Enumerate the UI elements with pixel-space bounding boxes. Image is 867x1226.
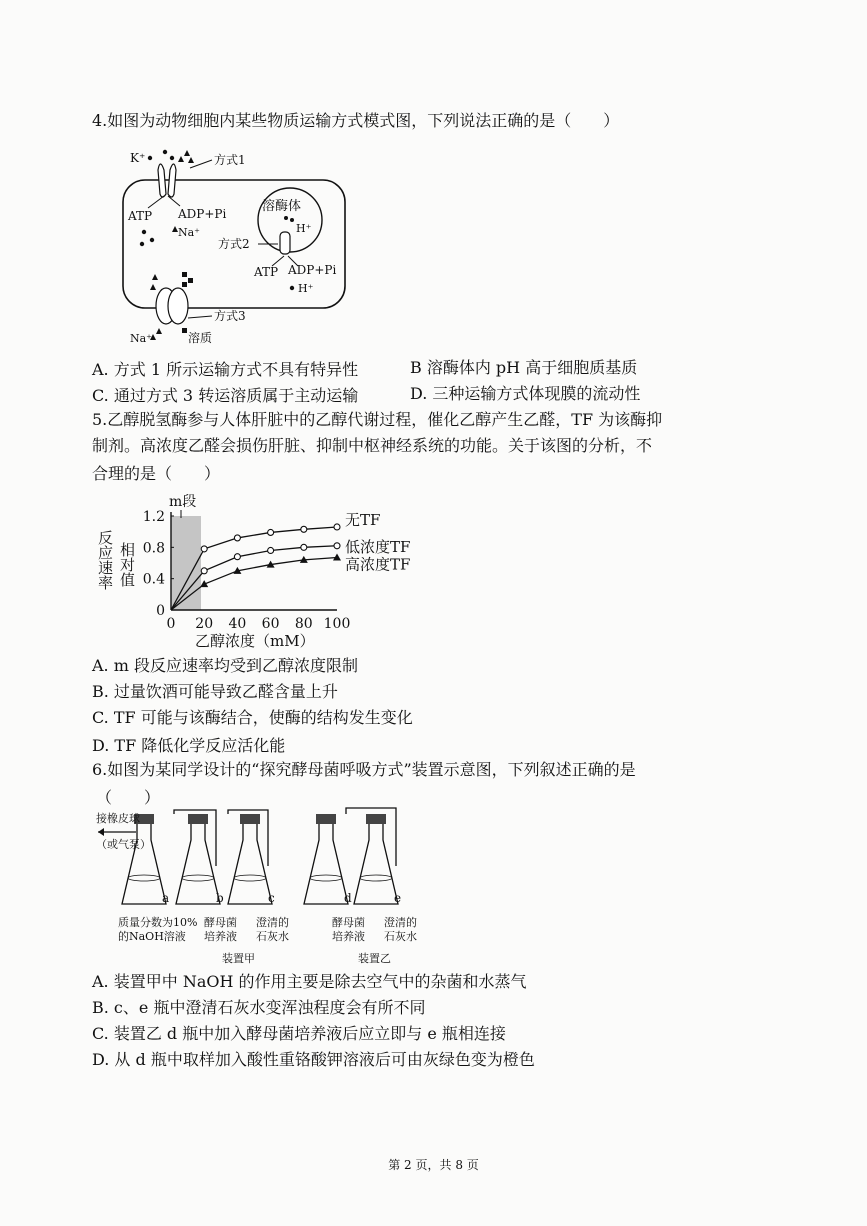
liquid-level bbox=[182, 875, 214, 881]
pump-label-1: 接橡皮球 bbox=[96, 812, 140, 825]
flask-e-letter: e bbox=[394, 891, 402, 905]
naoh-label-1: 质量分数为10% bbox=[118, 916, 198, 929]
ion-dot bbox=[284, 216, 288, 220]
liquid-level bbox=[128, 875, 160, 881]
flask-stopper bbox=[316, 814, 336, 824]
flask-body bbox=[228, 824, 272, 904]
q5-stem-line1: 5.乙醇脱氢酶参与人体肝脏中的乙醇代谢过程，催化乙醇产生乙醛，TF 为该酶抑 bbox=[92, 410, 663, 429]
q5-stem-line2: 制剂。高浓度乙醛会损伤肝脏、抑制中枢神经系统的功能。关于该图的分析，不 bbox=[92, 436, 653, 455]
y-axis-label-2: 相对值 bbox=[118, 542, 136, 587]
x-tick-label: 0 bbox=[166, 616, 176, 632]
na-triangle bbox=[184, 150, 190, 156]
na-triangle bbox=[188, 157, 194, 163]
ion-dot bbox=[163, 150, 167, 154]
atp-label-2: ATP bbox=[254, 265, 279, 279]
q4-option-b: B 溶酶体内 pH 高于细胞质基质 bbox=[410, 358, 638, 377]
flask-stopper bbox=[188, 814, 208, 824]
flask-a-letter: a bbox=[162, 891, 170, 905]
pump-label-2: （或气泵） bbox=[96, 838, 151, 851]
flask-stopper bbox=[366, 814, 386, 824]
adp-label-2: ADP+Pi bbox=[288, 263, 337, 277]
atp-label-1: ATP bbox=[128, 209, 153, 223]
solute-square bbox=[182, 272, 187, 277]
adp-arrow bbox=[168, 196, 180, 206]
data-point bbox=[301, 526, 307, 532]
q4-option-d: D. 三种运输方式体现膜的流动性 bbox=[410, 384, 641, 403]
ion-dot bbox=[142, 230, 146, 234]
series-label: 高浓度TF bbox=[345, 555, 411, 574]
lime-label-e-2: 石灰水 bbox=[384, 930, 417, 943]
q4-option-c: C. 通过方式 3 转运溶质属于主动运输 bbox=[92, 386, 359, 405]
q6-stem-paren: （ ） bbox=[96, 788, 161, 807]
x-tick-label: 20 bbox=[195, 616, 214, 632]
data-point bbox=[268, 529, 274, 535]
q5-rate-chart bbox=[95, 490, 435, 650]
data-point bbox=[334, 524, 340, 530]
flask-stopper bbox=[240, 814, 260, 824]
ion-dot bbox=[290, 218, 294, 222]
liquid-level bbox=[234, 875, 266, 881]
flask-d-letter: d bbox=[344, 891, 352, 905]
h-ion-label-outer: H⁺ bbox=[298, 282, 314, 295]
y-axis-label-1: 反应速率 bbox=[96, 530, 114, 590]
q5-option-b: B. 过量饮酒可能导致乙醛含量上升 bbox=[92, 682, 338, 701]
device-a-label: 装置甲 bbox=[222, 952, 255, 965]
na-label-1: Na⁺ bbox=[178, 226, 200, 239]
q6-option-a: A. 装置甲中 NaOH 的作用主要是除去空气中的杂菌和水蒸气 bbox=[92, 972, 527, 991]
ion-dot bbox=[290, 286, 294, 290]
mode1-pointer bbox=[190, 160, 212, 168]
flask-c-letter: c bbox=[268, 891, 275, 905]
q6-stem: 6.如图为某同学设计的“探究酵母菌呼吸方式”装置示意图，下列叙述正确的是 bbox=[92, 760, 636, 779]
y-tick-label: 0 bbox=[156, 603, 165, 619]
data-point bbox=[334, 543, 340, 549]
solute-label: 溶质 bbox=[188, 331, 213, 345]
k-ion-label: K⁺ bbox=[130, 151, 146, 165]
series-label: 低浓度TF bbox=[345, 537, 411, 556]
proton-pump bbox=[280, 232, 290, 254]
x-tick-label: 40 bbox=[228, 616, 247, 632]
y-tick-label: 1.2 bbox=[142, 509, 165, 525]
arrow-head bbox=[98, 828, 104, 836]
q5-option-c: C. TF 可能与该酶结合，使酶的结构发生变化 bbox=[92, 708, 413, 727]
m-segment-label: m段 bbox=[169, 494, 197, 510]
flask-b-letter: b bbox=[216, 891, 224, 905]
carrier-protein-mode3 bbox=[156, 288, 188, 324]
lysosome-label: 溶酶体 bbox=[262, 199, 302, 214]
yeast-label-d-1: 酵母菌 bbox=[332, 916, 365, 929]
y-tick-label: 0.8 bbox=[142, 540, 165, 557]
ion-dot bbox=[140, 242, 144, 246]
ion-dot bbox=[150, 238, 154, 242]
yeast-label-2: 培养液 bbox=[204, 930, 237, 943]
data-point bbox=[268, 547, 274, 553]
q4-transport-diagram bbox=[120, 148, 390, 348]
q5-stem-line3: 合理的是（ ） bbox=[92, 464, 221, 483]
q6-option-d: D. 从 d 瓶中取样加入酸性重铬酸钾溶液后可由灰绿色变为橙色 bbox=[92, 1050, 535, 1069]
flask-body bbox=[304, 824, 348, 904]
flask-body bbox=[122, 824, 166, 904]
mode2-label: 方式2 bbox=[218, 237, 250, 251]
flask-body bbox=[354, 824, 398, 904]
mode3-label: 方式3 bbox=[214, 309, 246, 323]
x-tick-label: 100 bbox=[323, 616, 351, 632]
na-triangle bbox=[152, 274, 158, 280]
q6-yeast-apparatus bbox=[96, 806, 446, 966]
data-point bbox=[234, 535, 240, 541]
k-ion-dot bbox=[148, 156, 152, 160]
series-label: 无TF bbox=[345, 510, 381, 529]
adp-label-1: ADP+Pi bbox=[178, 207, 227, 221]
flask-body bbox=[176, 824, 220, 904]
q5-option-d: D. TF 降低化学反应活化能 bbox=[92, 736, 286, 755]
solute-square bbox=[182, 282, 187, 287]
data-point bbox=[234, 554, 240, 560]
mode1-label: 方式1 bbox=[214, 153, 246, 167]
na-triangle bbox=[178, 156, 184, 162]
h-ion-label-inner: H⁺ bbox=[296, 222, 312, 235]
lime-label-2: 石灰水 bbox=[256, 930, 289, 943]
x-axis-label: 乙醇浓度（mM） bbox=[195, 632, 315, 650]
liquid-level bbox=[310, 875, 342, 881]
naoh-label-2: 的NaOH溶液 bbox=[118, 930, 186, 943]
lime-label-1: 澄清的 bbox=[256, 916, 289, 929]
lime-label-e-1: 澄清的 bbox=[384, 916, 417, 929]
na-triangle bbox=[150, 284, 156, 290]
y-tick-label: 0.4 bbox=[142, 571, 165, 588]
q4-option-a: A. 方式 1 所示运输方式不具有特异性 bbox=[92, 360, 359, 379]
mode3-pointer bbox=[188, 316, 212, 318]
yeast-label-d-2: 培养液 bbox=[332, 930, 365, 943]
q5-option-a: A. m 段反应速率均受到乙醇浓度限制 bbox=[92, 656, 358, 675]
solute-square bbox=[182, 328, 187, 333]
data-point bbox=[201, 568, 207, 574]
x-tick-label: 80 bbox=[294, 616, 313, 632]
liquid-level bbox=[360, 875, 392, 881]
na-label-3: Na⁺ bbox=[130, 332, 152, 345]
atp-arrow bbox=[148, 196, 164, 208]
na-triangle bbox=[156, 328, 162, 334]
x-tick-label: 60 bbox=[261, 616, 280, 632]
device-b-label: 装置乙 bbox=[358, 952, 391, 965]
page-footer: 第 2 页，共 8 页 bbox=[388, 1158, 479, 1172]
q4-stem: 4.如图为动物细胞内某些物质运输方式模式图，下列说法正确的是（ ） bbox=[92, 111, 620, 130]
data-point bbox=[201, 546, 207, 552]
data-point bbox=[301, 544, 307, 550]
q6-option-c: C. 装置乙 d 瓶中加入酵母菌培养液后应立即与 e 瓶相连接 bbox=[92, 1024, 506, 1043]
yeast-label-1: 酵母菌 bbox=[204, 916, 237, 929]
data-point bbox=[333, 554, 341, 561]
solute-square bbox=[188, 278, 193, 283]
ion-dot bbox=[170, 156, 174, 160]
q6-option-b: B. c、e 瓶中澄清石灰水变浑浊程度会有所不同 bbox=[92, 998, 426, 1017]
